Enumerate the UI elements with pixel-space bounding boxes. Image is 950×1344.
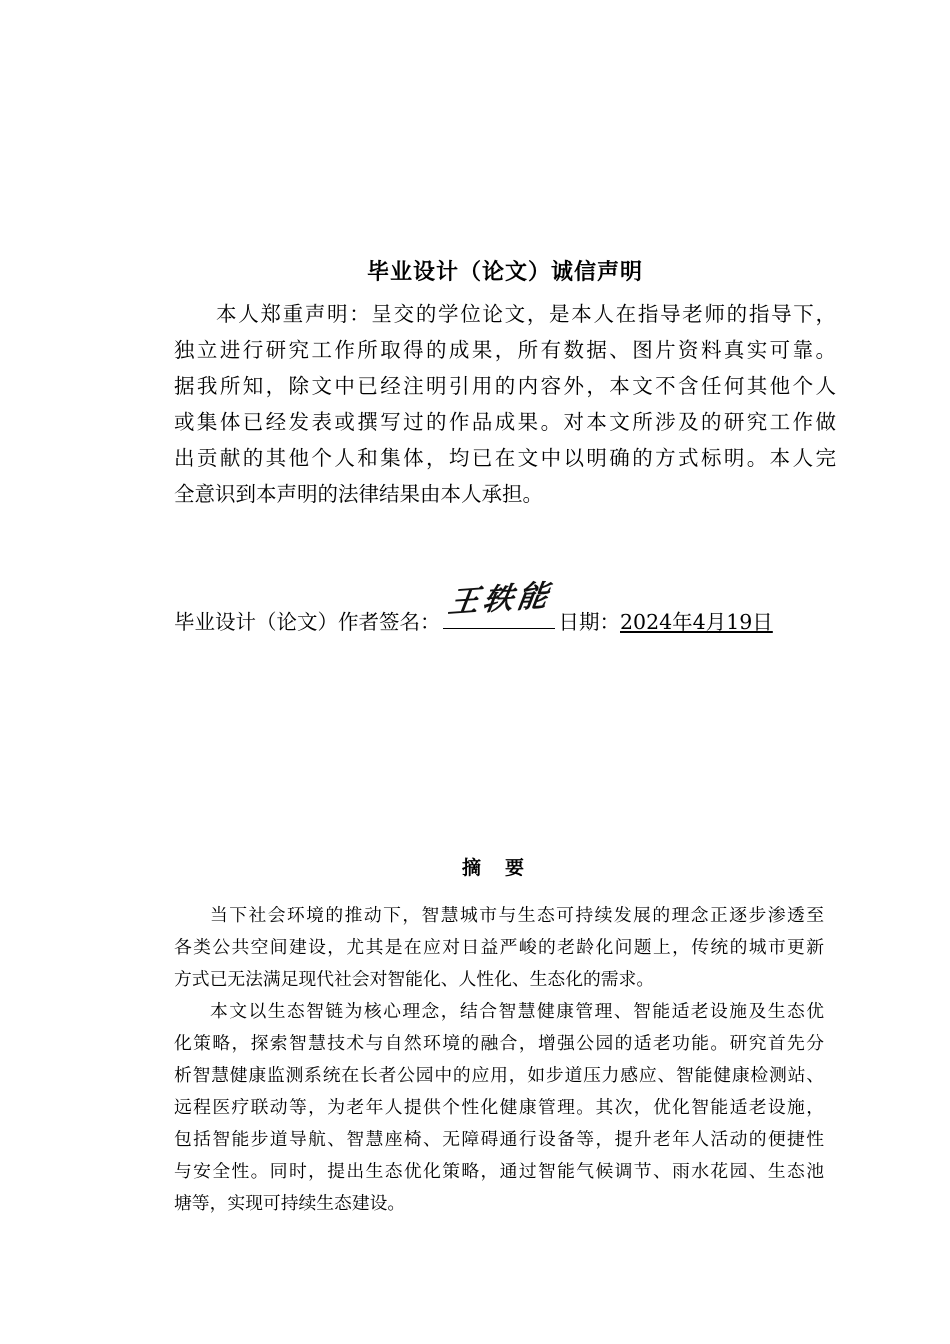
signature-line: [174, 578, 773, 640]
date-value: 2024年4月19日: [620, 610, 773, 634]
abstract-line: 各类公共空间建设，尤其是在应对日益严峻的老龄化问题上，传统的城市更新: [174, 937, 824, 958]
abstract-line: 析智慧健康监测系统在长者公园中的应用，如步道压力感应、智能健康检测站、: [174, 1065, 824, 1086]
declaration-line: 独立进行研究工作所取得的成果，所有数据、图片资料真实可靠。: [174, 338, 836, 362]
date-label: 日期：: [558, 610, 620, 634]
declaration-line: 本人郑重声明：呈交的学位论文，是本人在指导老师的指导下，: [216, 302, 836, 326]
abstract-line: 包括智能步道导航、智慧座椅、无障碍通行设备等，提升老年人活动的便捷性: [174, 1129, 824, 1150]
declaration-line: 全意识到本声明的法律结果由本人承担。: [174, 482, 543, 506]
abstract-line: 与安全性。同时，提出生态优化策略，通过智能气候调节、雨水花园、生态池: [174, 1161, 824, 1182]
declaration-line: 据我所知，除文中已经注明引用的内容外，本文不含任何其他个人: [174, 374, 836, 398]
abstract-line: 本文以生态智链为核心理念，结合智慧健康管理、智能适老设施及生态优: [210, 1001, 824, 1022]
declaration-body: [174, 296, 836, 512]
signature-field: [443, 578, 555, 629]
declaration-title: 毕业设计（论文）诚信声明: [366, 260, 643, 285]
handwritten-signature: 王轶能: [445, 578, 554, 621]
abstract-line: 化策略，探索智慧技术与自然环境的融合，增强公园的适老功能。研究首先分: [174, 1033, 824, 1054]
abstract-line: 远程医疗联动等，为老年人提供个性化健康管理。其次，优化智能适老设施，: [174, 1097, 824, 1118]
abstract-line: 方式已无法满足现代社会对智能化、人性化、生态化的需求。: [174, 969, 655, 990]
abstract-line: 当下社会环境的推动下，智慧城市与生态可持续发展的理念正逐步渗透至: [210, 905, 824, 926]
signature-label: 毕业设计（论文）作者签名：: [174, 610, 441, 634]
declaration-line: 出贡献的其他个人和集体，均已在文中以明确的方式标明。本人完: [174, 446, 836, 470]
abstract-line: 塘等，实现可持续生态建设。: [174, 1193, 406, 1214]
abstract-body: [174, 900, 824, 1220]
declaration-line: 或集体已经发表或撰写过的作品成果。对本文所涉及的研究工作做: [174, 410, 836, 434]
abstract-title: [0, 853, 950, 880]
abstract-title-text: 摘要: [461, 857, 548, 879]
